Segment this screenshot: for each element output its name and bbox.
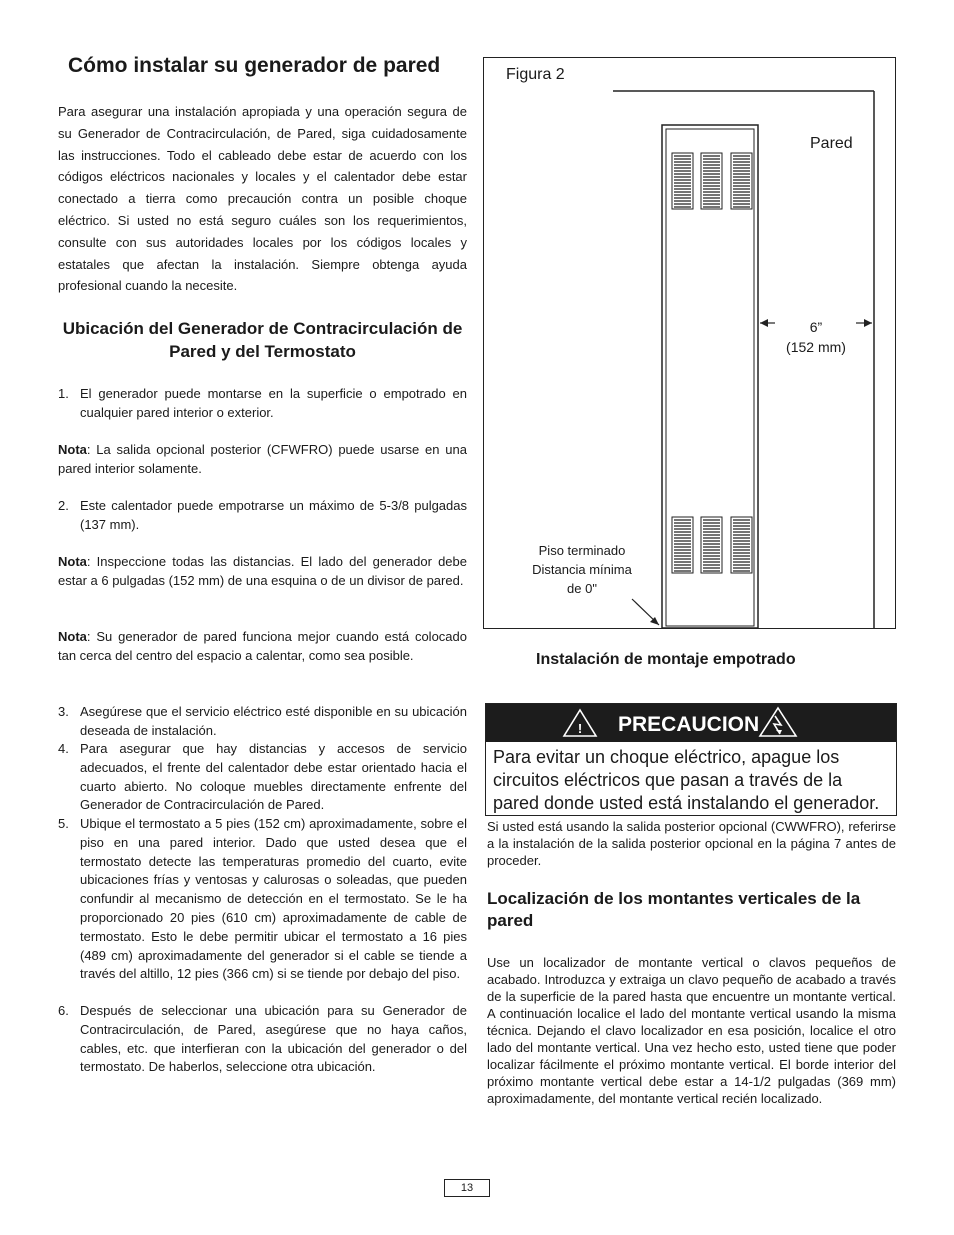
figure-caption: Instalación de montaje empotrado (536, 651, 796, 668)
note-text: : La salida opcional posterior (CFWFRO) puede usarse en una pared interior solamente. (58, 442, 467, 476)
list-number: 1. (58, 386, 69, 401)
caution-box (485, 703, 897, 816)
caution-header (486, 704, 896, 742)
list-text: Para asegurar que hay distancias y accesos de servicio adecuados, el frente del calentador debe estar orientado hacia el cuarto abierto. No coloque muebles directamente enfrente del Generador de Contracirculación de Pared. (80, 741, 467, 813)
list-text: Después de seleccionar una ubicación para su Generador de Contracirculación, de Pared, asegúrese que no haya caños, cables, etc. que interfieran con la ubicación del generador o del termostato. De haberlos, seleccione otra ubicación. (80, 1003, 467, 1075)
electric-shock-icon (758, 706, 798, 738)
list-number: 3. (58, 704, 69, 719)
list-item-1 (58, 385, 467, 423)
list-number: 6. (58, 1003, 69, 1018)
note-text: : Inspeccione todas las distancias. El lado del generador debe estar a 6 pulgadas (152 mm) de una esquina o de un divisor de pared. (58, 554, 467, 588)
list-item-3 (58, 703, 467, 741)
note-label: Nota (58, 554, 87, 569)
list-item-5 (58, 815, 467, 984)
clearance-dimension (778, 317, 854, 357)
dim-arrowhead-left (760, 319, 768, 327)
svg-text:!: ! (577, 721, 583, 736)
studs-section-title: Localización de los montantes verticales de la pared (487, 889, 861, 930)
note-1 (58, 441, 467, 479)
list-text: Este calentador puede empotrarse un máximo de 5-3/8 pulgadas (137 mm). (80, 498, 467, 532)
list-number: 4. (58, 741, 69, 756)
list-text: Ubique el termostato a 5 pies (152 cm) aproximadamente, sobre el piso en una pared interior. Dado que usted desea que el termostato detecte las temperaturas promedio del cuarto, evite ubicaciones frías y ventosas y calurosas o soleadas, que pueden confundir al mecanismo de detección en el termostato. Se le ha proporcionado 20 pies (610 cm) aproximadamente de cable de termostato. Esto le debe permitir ubicar el termostato a 16 pies (489 cm) aproximadamente del generador si el cable se tiende a través del altillo, 12 pies (366 cm) si se tiende por debajo del piso. (80, 816, 467, 982)
note-2 (58, 553, 467, 591)
floor-label (516, 541, 648, 598)
list-item-6 (58, 1002, 467, 1077)
intro-paragraph: Para asegurar una instalación apropiada y una operación segura de su Generador de Contracirculación, de Pared, siga cuidadosamente las instrucciones. Todo el cableado debe estar de acuerdo con los códigos eléctricos nacionales y locales y el calentador debe estar conectado a tierra como precaución contra un posible choque eléctrico. Si usted no está seguro cuáles son los requerimientos, consulte con sus autoridades locales por los códigos locales y estatales que afectan la instalación. Siempre obtenga ayuda profesional cuando la necesite. (58, 104, 467, 294)
caution-title: PRECAUCION (618, 713, 760, 736)
dimension-metric: (152 mm) (786, 339, 846, 355)
page-title: Cómo instalar su generador de pared (68, 54, 441, 77)
figure-label: Figura 2 (506, 66, 565, 83)
floor-label-line-3: de 0" (567, 581, 597, 596)
floor-label-line-2: Distancia mínima (532, 562, 632, 577)
dimension-value: 6” (809, 319, 823, 335)
rear-outlet-note: Si usted está usando la salida posterior opcional (CWWFRO), referirse a la instalación de la salida posterior opcional en la página 7 antes de proceder. (487, 819, 896, 868)
list-number: 5. (58, 816, 69, 831)
dim-arrowhead-right (864, 319, 872, 327)
studs-paragraph: Use un localizador de montante vertical o clavos pequeños de acabado. Introduzca y extraiga un clavo pequeño de acabado a través de la superficie de la pared hasta que encuentre un montante vertical. A continuación localice el lado del montante vertical usando la misma técnica. Dejando el clavo localizador en esa posición, localice el otro lado del montante vertical. Una vez hecho esto, usted tiene que poder localizar fácilmente el próximo montante vertical. El borde interior del próximo montante vertical debe estar a 14-1/2 pulgadas (369 mm) aproximadamente, del montante vertical recién localizado. (487, 955, 896, 1106)
note-3 (58, 628, 467, 666)
list-item-2 (58, 497, 467, 535)
note-text: : Su generador de pared funciona mejor cuando está colocado tan cerca del centro del espacio a calentar, como sea posible. (58, 629, 467, 663)
note-label: Nota (58, 629, 87, 644)
list-number: 2. (58, 498, 69, 513)
list-text: Asegúrese que el servicio eléctrico esté disponible en su ubicación deseada de instalación. (80, 704, 467, 738)
caution-text: Para evitar un choque eléctrico, apague los circuitos eléctricos que pasan a través de la pared donde usted está instalando el generador. (493, 747, 880, 813)
warning-icon (562, 708, 598, 738)
wall-label: Pared (810, 135, 853, 152)
list-item-4 (58, 740, 467, 815)
page-number: 13 (444, 1179, 490, 1197)
list-text: El generador puede montarse en la superficie o empotrado en cualquier pared interior o exterior. (80, 386, 467, 420)
section-title: Ubicación del Generador de Contracirculación de Pared y del Termostato (62, 319, 463, 361)
note-label: Nota (58, 442, 87, 457)
floor-label-line-1: Piso terminado (538, 543, 626, 558)
